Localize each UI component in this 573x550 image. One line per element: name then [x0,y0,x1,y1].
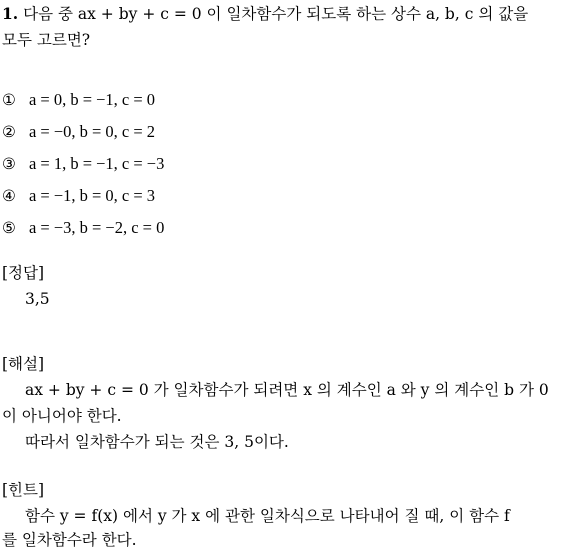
choice-3-mark: ③ [2,155,16,173]
answer-header: [정답] [2,264,45,282]
question-text-line-1: 다음 중 ax + by + c = 0 이 일차함수가 되도록 하는 상수 a, b, c 의 값을 [23,5,529,23]
question-number: 1. [2,4,19,23]
hint-line-2: 를 일차함수라 한다. [2,531,137,549]
choice-1-text: a = 0, b = −1, c = 0 [28,90,156,109]
choice-2-text: a = −0, b = 0, c = 2 [28,122,156,141]
choice-5-mark: ⑤ [2,219,16,237]
choice-4-mark: ④ [2,187,16,205]
explanation-line-1: ax + by + c = 0 가 일차함수가 되려면 x 의 계수인 a 와 y 의 계수인 b 가 0 [25,381,549,399]
explanation-header: [해설] [2,355,45,373]
choice-5[interactable] [2,218,164,238]
question-text-line-2: 모두 고르면? [2,31,91,49]
answer-value: 3,5 [25,290,50,308]
choice-3-text: a = 1, b = −1, c = −3 [28,154,165,173]
choice-3[interactable] [2,154,164,174]
hint-line-1: 함수 y = f(x) 에서 y 가 x 에 관한 일차식으로 나타내어 질 때, 이 함수 f [25,507,510,525]
choice-5-text: a = −3, b = −2, c = 0 [28,218,165,237]
hint-header: [힌트] [2,481,45,499]
choice-4[interactable] [2,186,155,206]
question-line-1 [2,4,528,24]
explanation-line-2: 이 아니어야 한다. [2,407,122,425]
choice-1[interactable] [2,90,155,110]
choice-1-mark: ① [2,91,16,109]
explanation-line-3: 따라서 일차함수가 되는 것은 3, 5이다. [25,433,289,451]
choice-2-mark: ② [2,123,16,141]
choice-2[interactable] [2,122,155,142]
choice-4-text: a = −1, b = 0, c = 3 [28,186,156,205]
